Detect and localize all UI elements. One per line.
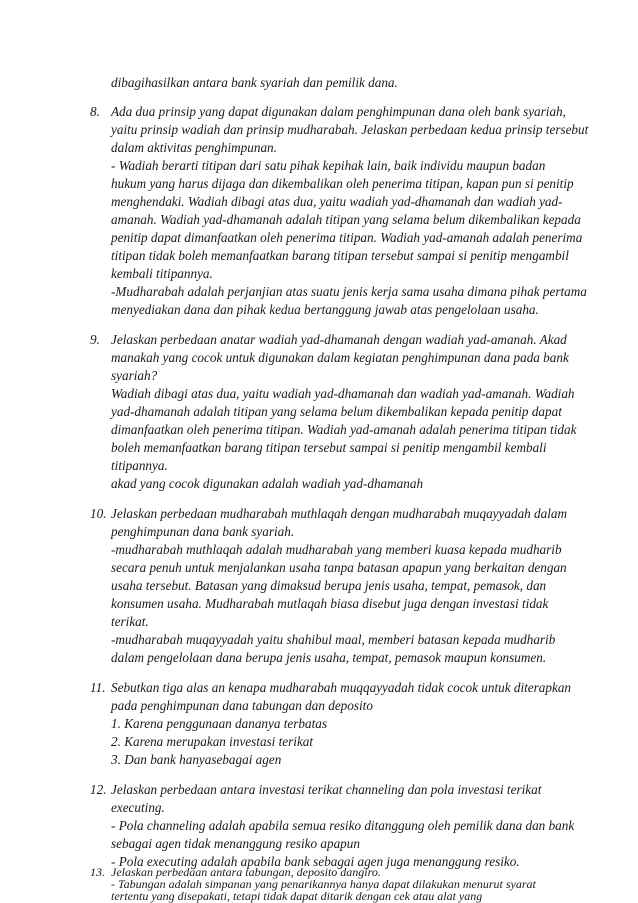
item-line: Ada dua prinsip yang dapat digunakan dalam penghimpunan dana oleh bank syariah,	[111, 104, 566, 119]
item-line: pada penghimpunan dana tabungan dan deposito	[111, 698, 373, 713]
intro-line: dibagihasilkan antara bank syariah dan pemilik dana.	[111, 75, 398, 90]
item-line: sebagai agen tidak menanggung resiko apapun	[111, 836, 360, 851]
item-line: executing.	[111, 800, 165, 815]
item-line: hukum yang harus dijaga dan dikembalikan oleh penerima titipan, kapan pun si penitip	[111, 176, 574, 191]
item-line: Jelaskan perbedaan mudharabah muthlaqah dengan mudharabah muqayyadah dalam	[111, 506, 568, 521]
item-line: - Wadiah berarti titipan dari satu pihak kepihak lain, baik individu maupun badan	[111, 158, 546, 173]
item-line: penghimpunan dana bank syariah.	[111, 524, 295, 539]
item-number: 9.	[90, 332, 100, 347]
item-line: tertentu yang disepakati, tetapi tidak dapat ditarik dengan cek atau alat yang	[111, 889, 483, 903]
item-line: menyediakan dana dan pihak kedua bertanggung jawab atas pengelolaan usaha.	[111, 302, 539, 317]
item-line: Jelaskan perbedaan antara investasi terikat channeling dan pola investasi terikat	[111, 782, 542, 797]
item-number: 13.	[90, 865, 105, 879]
item-number: 8.	[90, 104, 100, 119]
item-line: yad-dhamanah adalah titipan yang selama belum dikembalikan kepada penitip dapat	[111, 404, 562, 419]
item-line: 2. Karena merupakan investasi terikat	[111, 734, 314, 749]
item-line: usaha tersebut. Batasan yang dimaksud berupa jenis usaha, tempat, pemasok, dan	[111, 578, 547, 593]
item-line: 3. Dan bank hanyasebagai agen	[111, 752, 282, 767]
item-line: konsumen usaha. Mudharabah mutlaqah biasa disebut juga dengan investasi tidak	[111, 596, 549, 611]
item-line: Jelaskan perbedaan antara tabungan, deposito dangiro.	[111, 865, 381, 879]
item-line: secara penuh untuk menjalankan usaha tanpa batasan apapun yang berkaitan dengan	[111, 560, 567, 575]
item-line: manakah yang cocok untuk digunakan dalam kegiatan penghimpunan dana pada bank	[111, 350, 569, 365]
item-line: amanah. Wadiah yad-dhamanah adalah titipan yang selama belum dikembalikan kepada	[111, 212, 581, 227]
item-line: terikat.	[111, 614, 149, 629]
item-line: -Mudharabah adalah perjanjian atas suatu jenis kerja sama usaha dimana pihak pertama	[111, 284, 587, 299]
item-line: akad yang cocok digunakan adalah wadiah yad-dhamanah	[111, 476, 424, 491]
item-number: 10.	[90, 506, 107, 521]
item-line: penitip dapat dimanfaatkan oleh penerima titipan. Wadiah yad-amanah adalah penerima	[111, 230, 583, 245]
item-line: boleh memanfaatkan barang titipan tersebut sampai si penitip mengambil kembali	[111, 440, 547, 455]
item-line: kembali titipannya.	[111, 266, 213, 281]
item-line: syariah?	[111, 368, 158, 383]
item-line: dimanfaatkan oleh penerima titipan. Wadiah yad-amanah adalah penerima titipan tidak	[111, 422, 577, 437]
item-line: dalam aktivitas penghimpunan.	[111, 140, 277, 155]
item-line: -mudharabah muthlaqah adalah mudharabah yang memberi kuasa kepada mudharib	[111, 542, 562, 557]
item-line: Wadiah dibagi atas dua, yaitu wadiah yad-dhamanah dan wadiah yad-amanah. Wadiah	[111, 386, 575, 401]
item-line: - Pola executing adalah apabila bank sebagai agen juga menanggung resiko.	[111, 854, 520, 869]
item-line: dalam pengelolaan dana berupa jenis usaha, tempat, pemasok maupun konsumen.	[111, 650, 547, 665]
item-line: Sebutkan tiga alas an kenapa mudharabah muqqayyadah tidak cocok untuk diterapkan	[111, 680, 572, 695]
item-number: 12.	[90, 782, 107, 797]
item-line: titipannya.	[111, 458, 168, 473]
item-line: Jelaskan perbedaan anatar wadiah yad-dhamanah dengan wadiah yad-amanah. Akad	[111, 332, 567, 347]
item-line: - Tabungan adalah simpanan yang penarikannya hanya dapat dilakukan menurut syarat	[111, 877, 536, 891]
item-number: 11.	[90, 680, 106, 695]
item-line: -mudharabah muqayyadah yaitu shahibul maal, memberi batasan kepada mudharib	[111, 632, 556, 647]
item-line: yaitu prinsip wadiah dan prinsip mudharabah. Jelaskan perbedaan kedua prinsip tersebut	[111, 122, 589, 137]
item-line: menghendaki. Wadiah dibagi atas dua, yaitu wadiah yad-dhamanah dan wadiah yad-	[111, 194, 563, 209]
item-line: titipan tidak boleh memanfaatkan barang titipan tersebut sampai si penitip mengambil	[111, 248, 569, 263]
item-line: - Pola channeling adalah apabila semua resiko ditanggung oleh pemilik dana dan bank	[111, 818, 575, 833]
item-line: 1. Karena penggunaan dananya terbatas	[111, 716, 327, 731]
